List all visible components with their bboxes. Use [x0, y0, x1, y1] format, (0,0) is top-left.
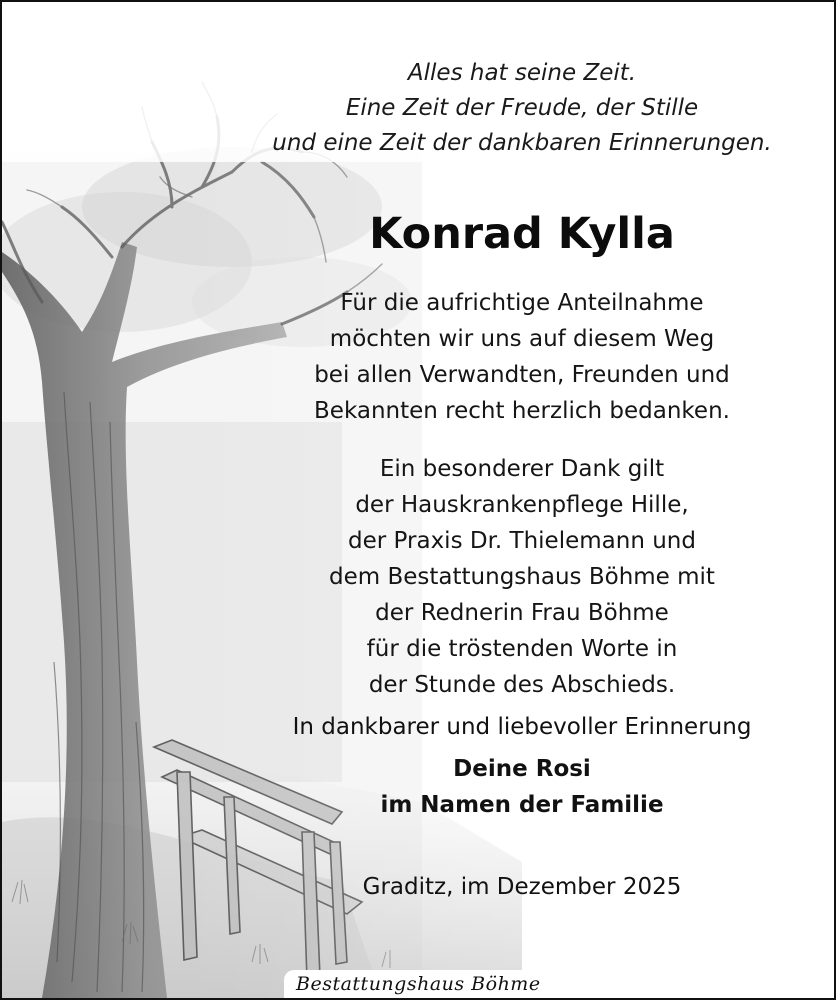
thanks-line: möchten wir uns auf diesem Weg	[329, 326, 715, 352]
thanks-line: Bekannten recht herzlich bedanken.	[314, 398, 730, 424]
thanks-paragraph	[232, 285, 812, 429]
special-thanks-line: für die tröstenden Worte in	[366, 636, 678, 662]
thanks-line: bei allen Verwandten, Freunden und	[314, 362, 730, 388]
signature-line: im Namen der Familie	[380, 792, 664, 818]
notice-text-block	[232, 56, 812, 905]
signature-line: Deine Rosi	[453, 756, 591, 782]
special-thanks-line: der Stunde des Abschieds.	[368, 672, 676, 698]
motto-line: Eine Zeit der Freude, der Stille	[345, 95, 699, 121]
signature	[232, 751, 812, 823]
motto	[232, 56, 812, 161]
thanks-line: Für die aufrichtige Anteilnahme	[340, 290, 704, 316]
special-thanks-line: der Rednerin Frau Böhme	[375, 600, 669, 626]
closing-line: In dankbarer und liebevoller Erinnerung	[292, 714, 752, 740]
special-thanks-line: Ein besonderer Dank gilt	[379, 456, 665, 482]
special-thanks-line: dem Bestattungshaus Böhme mit	[329, 564, 715, 590]
special-thanks-paragraph	[232, 451, 812, 703]
special-thanks-line: der Praxis Dr. Thielemann und	[348, 528, 696, 554]
motto-line: Alles hat seine Zeit.	[407, 60, 637, 86]
special-thanks-line: der Hauskrankenpflege Hille,	[355, 492, 689, 518]
motto-line: und eine Zeit der dankbaren Erinnerungen.	[272, 130, 772, 156]
place-date: Graditz, im Dezember 2025	[362, 874, 682, 900]
deceased-name: Konrad Kylla	[369, 209, 675, 259]
funeral-home-signature: Bestattungshaus Böhme	[284, 970, 553, 998]
